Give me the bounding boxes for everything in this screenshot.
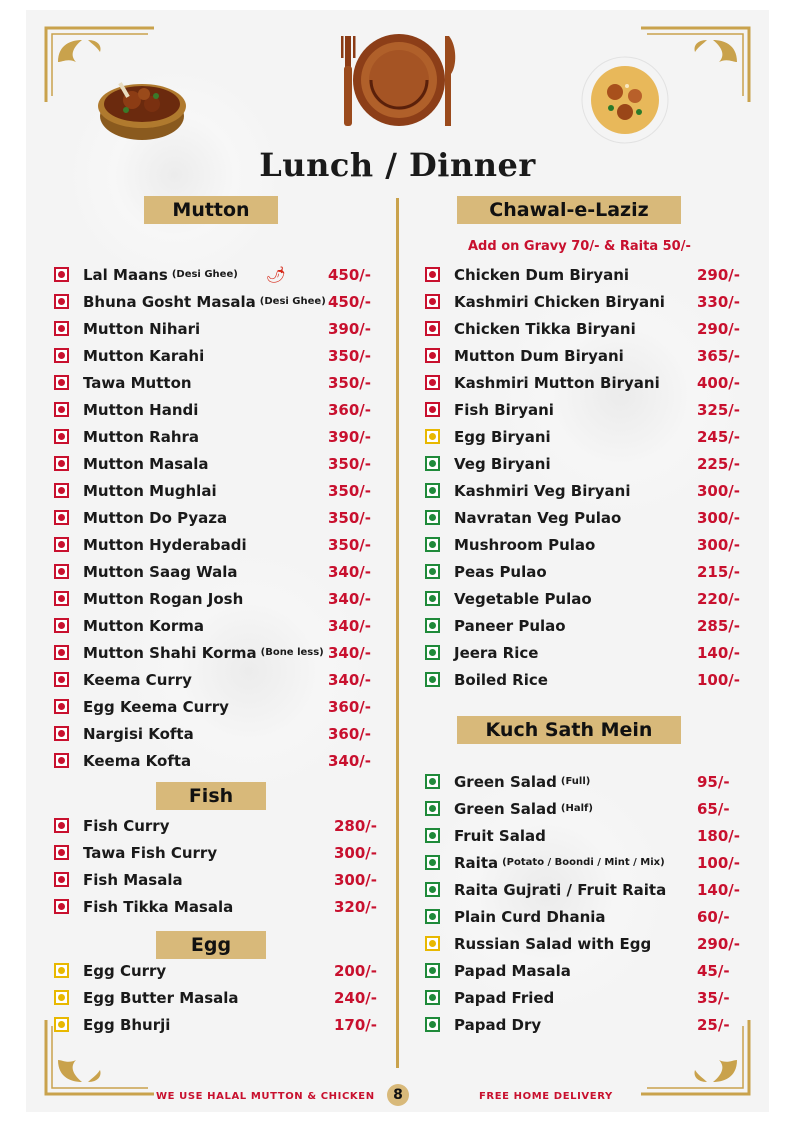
item-note: (Desi Ghee) (171, 269, 238, 280)
item-name: Peas Pulao (454, 562, 547, 581)
item-name: Papad Masala (454, 961, 571, 980)
menu-item (425, 822, 755, 849)
non-veg-indicator-icon (54, 510, 69, 525)
biryani-dish-image (581, 56, 669, 144)
item-name: Jeera Rice (454, 643, 539, 662)
menu-item (425, 768, 755, 795)
item-price: 240/- (334, 988, 378, 1007)
item-name: Veg Biryani (454, 454, 551, 473)
item-name: Russian Salad with Egg (454, 934, 652, 953)
item-price: 245/- (697, 427, 741, 446)
veg-indicator-icon (425, 591, 440, 606)
menu-item (54, 693, 394, 720)
veg-indicator-icon (425, 510, 440, 525)
item-name: Fish Biryani (454, 400, 554, 419)
menu-item (425, 477, 755, 504)
non-veg-indicator-icon (425, 321, 440, 336)
item-name: Papad Fried (454, 988, 555, 1007)
section-heading-kuch-sath-mein: Kuch Sath Mein (457, 716, 681, 744)
non-veg-indicator-icon (54, 483, 69, 498)
section-heading-mutton: Mutton (144, 196, 278, 224)
non-veg-indicator-icon (54, 726, 69, 741)
item-name: Bhuna Gosht Masala (83, 292, 256, 311)
veg-indicator-icon (425, 963, 440, 978)
menu-item (425, 315, 755, 342)
non-veg-indicator-icon (54, 645, 69, 660)
menu-item (54, 747, 394, 774)
menu-item (425, 957, 755, 984)
non-veg-indicator-icon (54, 321, 69, 336)
menu-item (425, 849, 755, 876)
item-name: Mutton Korma (83, 616, 204, 635)
menu-item (54, 396, 394, 423)
menu-item (54, 893, 394, 920)
menu-item (54, 288, 394, 315)
menu-item (54, 666, 394, 693)
mutton-list (54, 261, 394, 774)
item-price: 350/- (328, 373, 372, 392)
section-heading-egg: Egg (156, 931, 266, 959)
item-price: 300/- (697, 481, 741, 500)
item-name: Nargisi Kofta (83, 724, 194, 743)
item-name: Egg Biryani (454, 427, 551, 446)
menu-item (54, 839, 394, 866)
item-name: Plain Curd Dhania (454, 907, 606, 926)
item-name: Mutton Do Pyaza (83, 508, 228, 527)
item-price: 340/- (328, 562, 372, 581)
menu-item (425, 558, 755, 585)
non-veg-indicator-icon (54, 699, 69, 714)
item-name: Keema Kofta (83, 751, 192, 770)
egg-indicator-icon (54, 990, 69, 1005)
item-name: Chicken Tikka Biryani (454, 319, 636, 338)
item-note: (Full) (560, 776, 591, 787)
item-price: 35/- (697, 988, 730, 1007)
non-veg-indicator-icon (54, 429, 69, 444)
item-name: Egg Keema Curry (83, 697, 229, 716)
item-name: Mutton Saag Wala (83, 562, 238, 581)
item-price: 60/- (697, 907, 730, 926)
non-veg-indicator-icon (54, 672, 69, 687)
non-veg-indicator-icon (54, 753, 69, 768)
item-note: (Desi Ghee) (259, 296, 326, 307)
veg-indicator-icon (425, 618, 440, 633)
item-price: 325/- (697, 400, 741, 419)
menu-item (54, 720, 394, 747)
item-name: Mutton Mughlai (83, 481, 217, 500)
item-price: 45/- (697, 961, 730, 980)
column-divider (396, 198, 399, 1068)
item-price: 350/- (328, 508, 372, 527)
menu-item (425, 585, 755, 612)
item-name: Mutton Rahra (83, 427, 200, 446)
non-veg-indicator-icon (425, 267, 440, 282)
item-price: 360/- (328, 724, 372, 743)
item-price: 360/- (328, 697, 372, 716)
menu-item (425, 903, 755, 930)
item-name: Mutton Masala (83, 454, 209, 473)
menu-item (425, 639, 755, 666)
item-name: Fish Curry (83, 816, 170, 835)
item-note: (Bone less) (260, 647, 324, 658)
halal-note: WE USE HALAL MUTTON & CHICKEN (156, 1091, 375, 1102)
item-price: 290/- (697, 265, 741, 284)
item-price: 350/- (328, 454, 372, 473)
menu-item (54, 866, 394, 893)
item-name: Green Salad (454, 799, 557, 818)
menu-item (425, 369, 755, 396)
item-price: 215/- (697, 562, 741, 581)
menu-page (26, 10, 769, 1112)
veg-indicator-icon (425, 882, 440, 897)
item-name: Egg Butter Masala (83, 988, 239, 1007)
add-on-note: Add on Gravy 70/- & Raita 50/- (468, 239, 691, 254)
veg-indicator-icon (425, 456, 440, 471)
veg-indicator-icon (425, 990, 440, 1005)
menu-item (54, 531, 394, 558)
menu-item (54, 1011, 394, 1038)
item-price: 340/- (328, 670, 372, 689)
item-name: Chicken Dum Biryani (454, 265, 630, 284)
menu-item (425, 876, 755, 903)
veg-indicator-icon (425, 801, 440, 816)
item-price: 65/- (697, 799, 730, 818)
item-note: (Potato / Boondi / Mint / Mix) (502, 857, 665, 868)
item-name: Fish Tikka Masala (83, 897, 234, 916)
egg-indicator-icon (54, 963, 69, 978)
non-veg-indicator-icon (54, 818, 69, 833)
item-price: 340/- (328, 751, 372, 770)
menu-item (54, 261, 394, 288)
item-price: 95/- (697, 772, 730, 791)
non-veg-indicator-icon (54, 537, 69, 552)
item-price: 140/- (697, 880, 741, 899)
veg-indicator-icon (425, 537, 440, 552)
menu-item (54, 585, 394, 612)
non-veg-indicator-icon (54, 348, 69, 363)
item-price: 450/- (328, 292, 372, 311)
menu-item (54, 812, 394, 839)
menu-item (425, 396, 755, 423)
item-name: Mutton Rogan Josh (83, 589, 244, 608)
menu-item (425, 423, 755, 450)
menu-item (425, 531, 755, 558)
non-veg-indicator-icon (54, 872, 69, 887)
item-price: 300/- (334, 870, 378, 889)
veg-indicator-icon (425, 828, 440, 843)
section-heading-fish: Fish (156, 782, 266, 810)
page-number: 8 (387, 1084, 409, 1106)
item-price: 340/- (328, 643, 372, 662)
menu-item (425, 984, 755, 1011)
item-name: Green Salad (454, 772, 557, 791)
menu-item (425, 288, 755, 315)
veg-indicator-icon (425, 645, 440, 660)
menu-item (425, 450, 755, 477)
non-veg-indicator-icon (425, 294, 440, 309)
item-name: Raita (454, 853, 499, 872)
item-price: 300/- (697, 535, 741, 554)
item-price: 285/- (697, 616, 741, 635)
menu-item (425, 1011, 755, 1038)
delivery-note: FREE HOME DELIVERY (479, 1091, 613, 1102)
veg-indicator-icon (425, 909, 440, 924)
non-veg-indicator-icon (425, 375, 440, 390)
item-price: 350/- (328, 346, 372, 365)
menu-item (54, 612, 394, 639)
item-name: Raita Gujrati / Fruit Raita (454, 880, 667, 899)
non-veg-indicator-icon (54, 899, 69, 914)
item-name: Papad Dry (454, 1015, 542, 1034)
egg-indicator-icon (425, 429, 440, 444)
item-price: 340/- (328, 616, 372, 635)
non-veg-indicator-icon (54, 618, 69, 633)
non-veg-indicator-icon (54, 267, 69, 282)
item-name: Tawa Fish Curry (83, 843, 218, 862)
section-heading-chawal: Chawal-e-Laziz (457, 196, 681, 224)
menu-item (54, 342, 394, 369)
item-name: Tawa Mutton (83, 373, 192, 392)
item-price: 400/- (697, 373, 741, 392)
veg-indicator-icon (425, 855, 440, 870)
non-veg-indicator-icon (54, 845, 69, 860)
item-price: 320/- (334, 897, 378, 916)
item-price: 180/- (697, 826, 741, 845)
item-name: Boiled Rice (454, 670, 548, 689)
item-price: 280/- (334, 816, 378, 835)
menu-item (54, 450, 394, 477)
veg-indicator-icon (425, 774, 440, 789)
non-veg-indicator-icon (54, 375, 69, 390)
item-name: Egg Bhurji (83, 1015, 171, 1034)
item-name: Mutton Dum Biryani (454, 346, 624, 365)
menu-item (425, 504, 755, 531)
item-price: 140/- (697, 643, 741, 662)
item-name: Navratan Veg Pulao (454, 508, 622, 527)
item-price: 390/- (328, 427, 372, 446)
menu-item (54, 957, 394, 984)
item-name: Kashmiri Veg Biryani (454, 481, 631, 500)
non-veg-indicator-icon (54, 456, 69, 471)
chawal-list (425, 261, 755, 693)
item-name: Paneer Pulao (454, 616, 566, 635)
mutton-dish-image (92, 54, 192, 146)
item-price: 290/- (697, 934, 741, 953)
item-price: 450/- (328, 265, 372, 284)
menu-item (54, 315, 394, 342)
item-name: Keema Curry (83, 670, 192, 689)
menu-item (54, 423, 394, 450)
item-price: 360/- (328, 400, 372, 419)
item-price: 300/- (697, 508, 741, 527)
item-price: 340/- (328, 589, 372, 608)
item-name: Egg Curry (83, 961, 167, 980)
item-price: 200/- (334, 961, 378, 980)
non-veg-indicator-icon (54, 591, 69, 606)
item-name: Mutton Handi (83, 400, 199, 419)
item-name: Mutton Nihari (83, 319, 201, 338)
menu-item (425, 261, 755, 288)
non-veg-indicator-icon (425, 402, 440, 417)
item-price: 300/- (334, 843, 378, 862)
fish-list (54, 812, 394, 920)
item-price: 225/- (697, 454, 741, 473)
veg-indicator-icon (425, 483, 440, 498)
item-note: (Half) (560, 803, 593, 814)
menu-item (54, 984, 394, 1011)
item-name: Fish Masala (83, 870, 183, 889)
page-title: Lunch / Dinner (259, 146, 536, 184)
egg-indicator-icon (54, 1017, 69, 1032)
menu-item (425, 342, 755, 369)
non-veg-indicator-icon (54, 564, 69, 579)
plate-cutlery-icon (331, 26, 467, 134)
menu-item (54, 369, 394, 396)
item-name: Fruit Salad (454, 826, 546, 845)
item-name: Vegetable Pulao (454, 589, 592, 608)
item-price: 350/- (328, 481, 372, 500)
item-name: Kashmiri Chicken Biryani (454, 292, 665, 311)
veg-indicator-icon (425, 1017, 440, 1032)
menu-item (54, 477, 394, 504)
item-name: Kashmiri Mutton Biryani (454, 373, 660, 392)
menu-item (54, 504, 394, 531)
item-price: 100/- (697, 853, 741, 872)
item-price: 170/- (334, 1015, 378, 1034)
egg-list (54, 957, 394, 1038)
chili-icon: 🌶 (265, 266, 287, 284)
kuch-sath-mein-list (425, 768, 755, 1038)
menu-item (425, 795, 755, 822)
item-price: 290/- (697, 319, 741, 338)
veg-indicator-icon (425, 564, 440, 579)
menu-item (425, 930, 755, 957)
egg-indicator-icon (425, 936, 440, 951)
item-price: 100/- (697, 670, 741, 689)
item-price: 365/- (697, 346, 741, 365)
item-price: 330/- (697, 292, 741, 311)
non-veg-indicator-icon (54, 294, 69, 309)
menu-item (425, 612, 755, 639)
menu-item (54, 639, 394, 666)
non-veg-indicator-icon (425, 348, 440, 363)
veg-indicator-icon (425, 672, 440, 687)
item-price: 220/- (697, 589, 741, 608)
item-price: 350/- (328, 535, 372, 554)
item-price: 25/- (697, 1015, 730, 1034)
item-name: Mutton Hyderabadi (83, 535, 247, 554)
menu-item (425, 666, 755, 693)
non-veg-indicator-icon (54, 402, 69, 417)
menu-item (54, 558, 394, 585)
item-name: Mushroom Pulao (454, 535, 596, 554)
item-price: 390/- (328, 319, 372, 338)
item-name: Mutton Karahi (83, 346, 205, 365)
item-name: Lal Maans (83, 265, 168, 284)
item-name: Mutton Shahi Korma (83, 643, 257, 662)
